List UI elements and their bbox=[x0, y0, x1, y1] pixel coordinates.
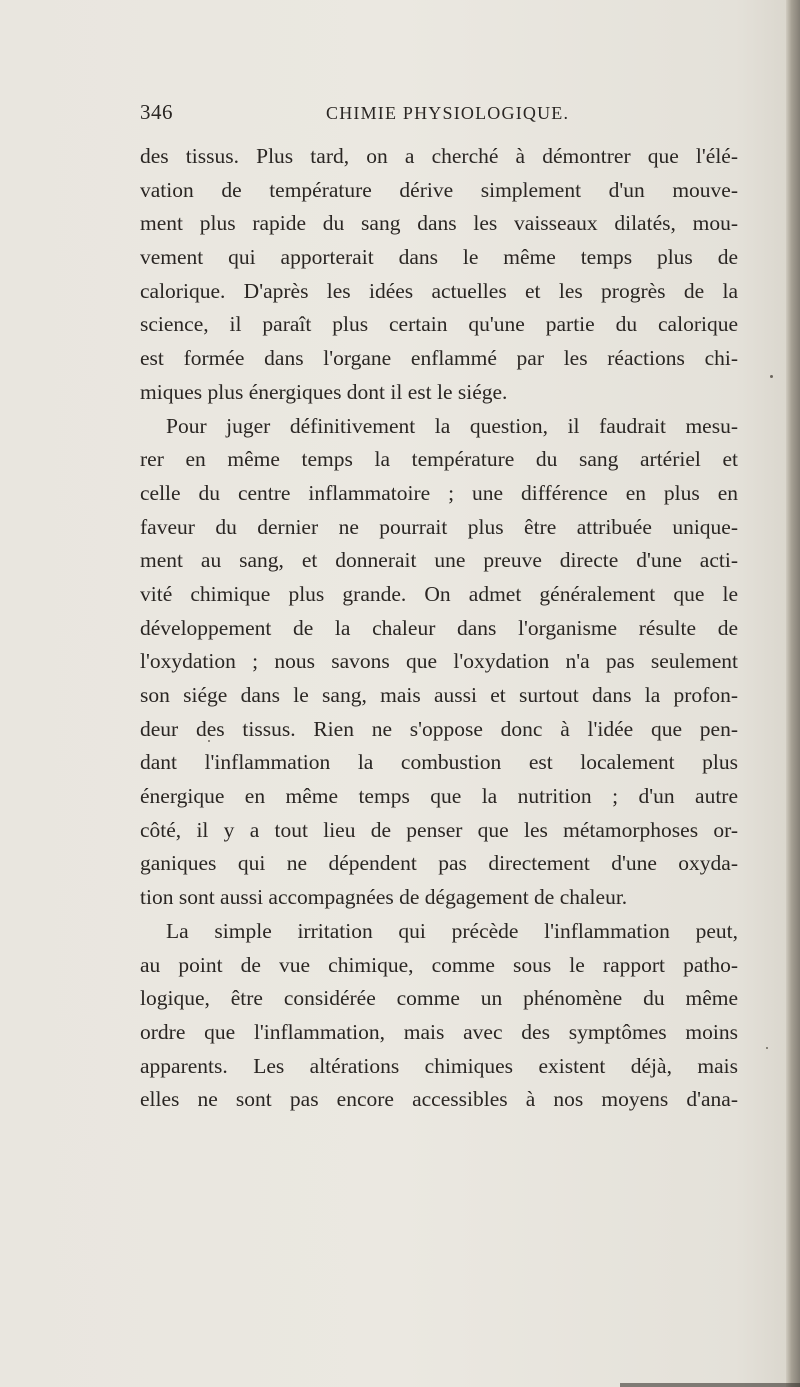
text-line: énergique en même temps que la nutrition ; d'un autre bbox=[140, 784, 738, 809]
text-line: son siége dans le sang, mais aussi et surtout dans la profon- bbox=[140, 683, 738, 707]
text-line: est formée dans l'organe enflammé par les réactions chi- bbox=[140, 346, 738, 371]
text-line: vation de température dérive simplement d'un mouve- bbox=[140, 177, 738, 202]
text-line: faveur du dernier ne pourrait plus être attribuée unique- bbox=[140, 514, 738, 539]
body-text bbox=[140, 140, 738, 1117]
text-line: l'oxydation ; nous savons que l'oxydation n'a pas seulement bbox=[140, 649, 738, 674]
text-line: deur des tissus. Rien ne s'oppose donc à l'idée que pen- bbox=[140, 716, 738, 741]
text-line: elles ne sont pas encore accessibles à nos moyens d'ana- bbox=[140, 1087, 738, 1112]
paragraph-first-line: Pour juger définitivement la question, il faudrait mesu- bbox=[166, 413, 738, 438]
text-line: vité chimique plus grande. On admet généralement que le bbox=[140, 581, 738, 606]
text-line: tion sont aussi accompagnées de dégagement de chaleur. bbox=[140, 885, 628, 910]
paragraph-first-line: La simple irritation qui précède l'inflammation peut, bbox=[166, 918, 738, 943]
text-line: côté, il y a tout lieu de penser que les métamorphoses or- bbox=[140, 817, 738, 842]
text-line: ordre que l'inflammation, mais avec des symptômes moins bbox=[140, 1019, 738, 1044]
text-line: rer en même temps la température du sang artériel et bbox=[140, 447, 738, 472]
text-line: ganiques qui ne dépendent pas directement d'une oxyda- bbox=[140, 851, 738, 876]
text-line: miques plus énergiques dont il est le siége. bbox=[140, 379, 508, 404]
bottom-edge-mark bbox=[620, 1383, 800, 1387]
page-number: 346 bbox=[140, 100, 173, 124]
text-line: science, il paraît plus certain qu'une partie du calorique bbox=[140, 312, 738, 337]
text-line: dant l'inflammation la combustion est localement plus bbox=[140, 750, 738, 775]
text-line: calorique. D'après les idées actuelles et les progrès de la bbox=[140, 278, 738, 303]
text-line: au point de vue chimique, comme sous le rapport patho- bbox=[140, 952, 738, 977]
page-edge-shadow bbox=[786, 0, 800, 1387]
paper-speck bbox=[766, 1047, 768, 1049]
text-line: des tissus. Plus tard, on a cherché à démontrer que l'élé- bbox=[140, 144, 738, 168]
page-header bbox=[140, 100, 740, 134]
text-line: développement de la chaleur dans l'organisme résulte de bbox=[140, 615, 738, 640]
text-line: apparents. Les altérations chimiques existent déjà, mais bbox=[140, 1053, 738, 1078]
running-title: CHIMIE PHYSIOLOGIQUE. bbox=[326, 103, 570, 123]
text-line: vement qui apporterait dans le même temps plus de bbox=[140, 245, 738, 270]
paper-speck bbox=[770, 375, 773, 378]
text-line: ment au sang, et donnerait une preuve directe d'une acti- bbox=[140, 548, 738, 573]
text-line: celle du centre inflammatoire ; une différence en plus en bbox=[140, 480, 738, 505]
text-line: ment plus rapide du sang dans les vaisseaux dilatés, mou- bbox=[140, 211, 738, 236]
text-line: logique, être considérée comme un phénomène du même bbox=[140, 986, 738, 1011]
